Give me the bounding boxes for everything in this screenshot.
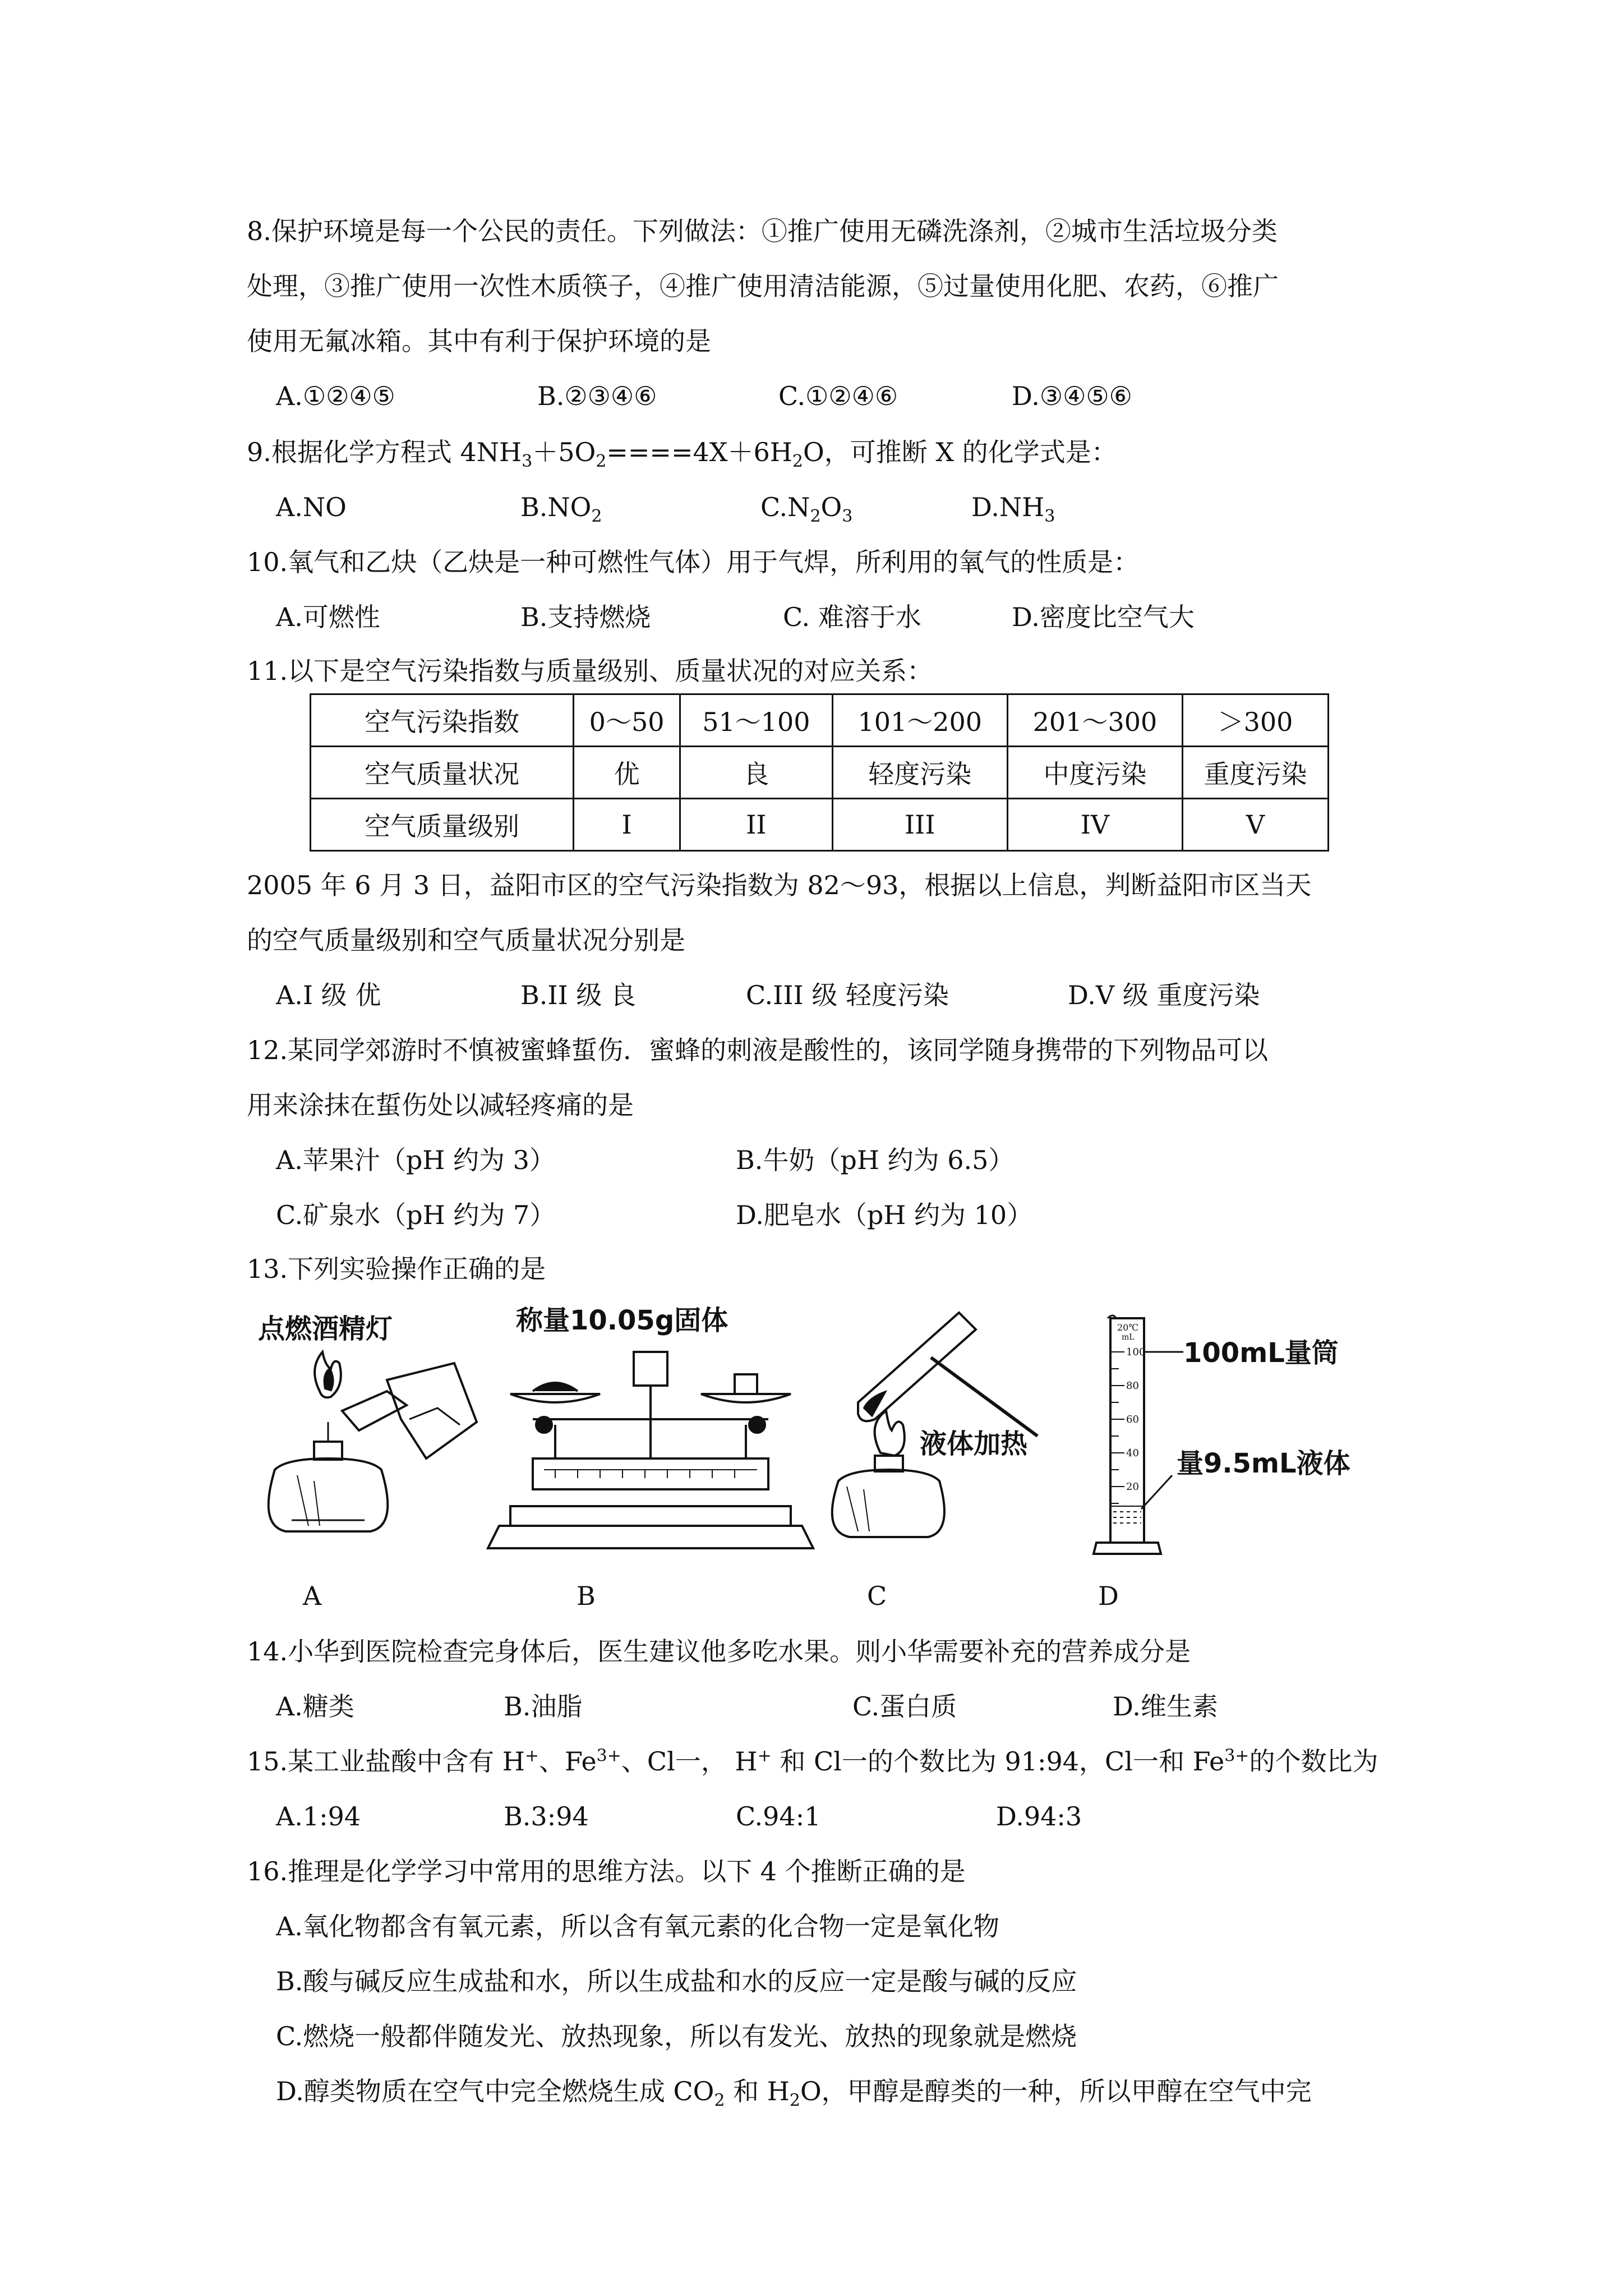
q15-option-b: B.3:94	[504, 1801, 589, 1832]
table-cell: ＞300	[1183, 694, 1329, 747]
table-cell: 中度污染	[1007, 747, 1182, 799]
figure-b-balance	[488, 1305, 813, 1548]
table-cell: I	[574, 799, 680, 851]
q11-stem: 11.以下是空气污染指数与质量级别、质量状况的对应关系：	[247, 656, 933, 686]
table-cell: 重度污染	[1183, 747, 1329, 799]
q13-stem: 13.下列实验操作正确的是	[247, 1254, 546, 1284]
q9-stem: 9.根据化学方程式 $4NH_3+5O_2====4X+6H_2O$，可推断 X 的化学式是：	[247, 437, 1117, 472]
q14-option-a: A.糖类	[276, 1691, 354, 1722]
q8-option-c: C.①②④⑥	[778, 381, 898, 411]
q11-context-line-2: 的空气质量级别和空气质量状况分别是	[247, 925, 685, 955]
cylinder-tick-label: 20	[1126, 1481, 1139, 1493]
table-cell: 0～50	[574, 694, 680, 747]
table-row	[311, 694, 1329, 747]
q16-option-a: A.氧化物都含有氧元素，所以含有氧元素的化合物一定是氧化物	[276, 1911, 999, 1941]
figure-letter-a: A	[303, 1581, 322, 1611]
table-cell: II	[680, 799, 833, 851]
q12-line-1: 12.某同学郊游时不慎被蜜蜂蜇伤．蜜蜂的刺液是酸性的，该同学随身携带的下列物品可以	[247, 1035, 1269, 1065]
figure-c-label: 液体加热	[920, 1428, 1028, 1460]
q8-option-b: B.②③④⑥	[537, 381, 657, 411]
figure-d-label-1: 100mL量筒	[1183, 1337, 1339, 1369]
figure-letter-c: C	[867, 1581, 887, 1611]
q16-option-b: B.酸与碱反应生成盐和水，所以生成盐和水的反应一定是酸与碱的反应	[276, 1966, 1077, 1996]
cylinder-tick-label: 100	[1126, 1346, 1146, 1358]
q12-line-2: 用来涂抹在蜇伤处以减轻疼痛的是	[247, 1090, 634, 1120]
q8-line-2: 处理，③推广使用一次性木质筷子，④推广使用清洁能源，⑤过量使用化肥、农药，⑥推广	[247, 271, 1279, 301]
table-cell: V	[1183, 799, 1329, 851]
lab-operations-figure	[241, 1290, 1363, 1571]
q16-option-d: D.醇类物质在空气中完全燃烧生成 $CO_2$ 和 $H_2O$，甲醇是醇类的一种，所以甲醇在空气中完	[276, 2076, 1312, 2111]
cylinder-unit-mark: mL	[1122, 1333, 1135, 1342]
q12-option-a: A.苹果汁（pH 约为 3）	[276, 1145, 555, 1175]
table-cell: 101～200	[832, 694, 1007, 747]
q15-option-d: D.94:3	[996, 1801, 1082, 1832]
q15-option-a: A.1:94	[276, 1801, 361, 1832]
q12-option-b: B.牛奶（pH 约为 6.5）	[736, 1145, 1015, 1175]
q9-option-b: $B.NO_2$	[520, 492, 602, 527]
q15-stem: 15.某工业盐酸中含有 H+、$Fe^{3+}$、Cl一， H+ 和 Cl一的个数比为 91:94，Cl一和 $Fe^{3+}$的个数比为	[247, 1746, 1378, 1777]
q14-option-b: B.油脂	[504, 1691, 583, 1722]
table-cell: IV	[1007, 799, 1182, 851]
cylinder-temperature-mark: 20℃	[1117, 1322, 1139, 1333]
q14-stem: 14.小华到医院检查完身体后，医生建议他多吃水果。则小华需要补充的营养成分是	[247, 1636, 1191, 1667]
cylinder-tick-label: 60	[1126, 1414, 1139, 1425]
table-header-cell: 空气污染指数	[311, 694, 574, 747]
figure-letter-d: D	[1098, 1581, 1119, 1611]
q8-line-3: 使用无氟冰箱。其中有利于保护环境的是	[247, 326, 711, 356]
figure-letter-b: B	[577, 1581, 596, 1611]
q9-option-d: $D.NH_3$	[971, 492, 1055, 527]
q10-stem: 10.氧气和乙炔（乙炔是一种可燃性气体）用于气焊，所利用的氧气的性质是：	[247, 547, 1140, 577]
q11-option-c: C.III 级 轻度污染	[746, 980, 949, 1010]
figure-d-label-2: 量9.5mL液体	[1177, 1448, 1350, 1479]
q8-line-1: 8.保护环境是每一个公民的责任。下列做法：①推广使用无磷洗涤剂，②城市生活垃圾分类	[247, 216, 1278, 246]
air-quality-table	[310, 693, 1329, 852]
table-cell: 201～300	[1007, 694, 1182, 747]
q14-option-d: D.维生素	[1113, 1691, 1218, 1722]
q10-option-b: B.支持燃烧	[520, 602, 651, 632]
cylinder-tick-label: 40	[1126, 1447, 1139, 1459]
q10-option-c: C. 难溶于水	[783, 602, 921, 632]
cylinder-tick-label: 80	[1126, 1380, 1139, 1392]
q11-context-line-1: 2005 年 6 月 3 日，益阳市区的空气污染指数为 82～93，根据以上信息，判断益阳市区当天	[247, 870, 1312, 900]
q10-option-d: D.密度比空气大	[1012, 602, 1195, 632]
q16-stem: 16.推理是化学学习中常用的思维方法。以下 4 个推断正确的是	[247, 1856, 966, 1887]
q11-option-a: A.I 级 优	[276, 980, 381, 1010]
q12-option-d: D.肥皂水（pH 约为 10）	[736, 1200, 1033, 1230]
q9-option-c: $C.N_2O_3$	[760, 492, 853, 527]
q16-option-c: C.燃烧一般都伴随发光、放热现象，所以有发光、放热的现象就是燃烧	[276, 2021, 1077, 2051]
table-cell: 优	[574, 747, 680, 799]
table-cell: 51～100	[680, 694, 833, 747]
figure-d-cylinder	[1094, 1315, 1350, 1554]
q10-option-a: A.可燃性	[276, 602, 380, 632]
table-cell: 轻度污染	[832, 747, 1007, 799]
q9-option-a: A.NO	[276, 492, 347, 522]
q14-option-c: C.蛋白质	[852, 1691, 957, 1722]
table-row	[311, 799, 1329, 851]
q15-option-c: C.94:1	[736, 1801, 821, 1832]
figure-b-label: 称量10.05g固体	[516, 1305, 728, 1336]
q11-option-d: D.V 级 重度污染	[1068, 980, 1260, 1010]
q8-option-a: A.①②④⑤	[276, 381, 395, 411]
table-cell: III	[832, 799, 1007, 851]
q11-option-b: B.II 级 良	[520, 980, 637, 1010]
table-cell: 良	[680, 747, 833, 799]
figure-a-label: 点燃酒精灯	[258, 1313, 393, 1345]
table-header-cell: 空气质量状况	[311, 747, 574, 799]
figure-a-lighting-lamp	[258, 1313, 477, 1531]
table-header-cell: 空气质量级别	[311, 799, 574, 851]
q12-option-c: C.矿泉水（pH 约为 7）	[276, 1200, 556, 1230]
figure-c-heating-tube	[832, 1313, 1038, 1537]
table-row	[311, 747, 1329, 799]
q8-option-d: D.③④⑤⑥	[1012, 381, 1132, 411]
